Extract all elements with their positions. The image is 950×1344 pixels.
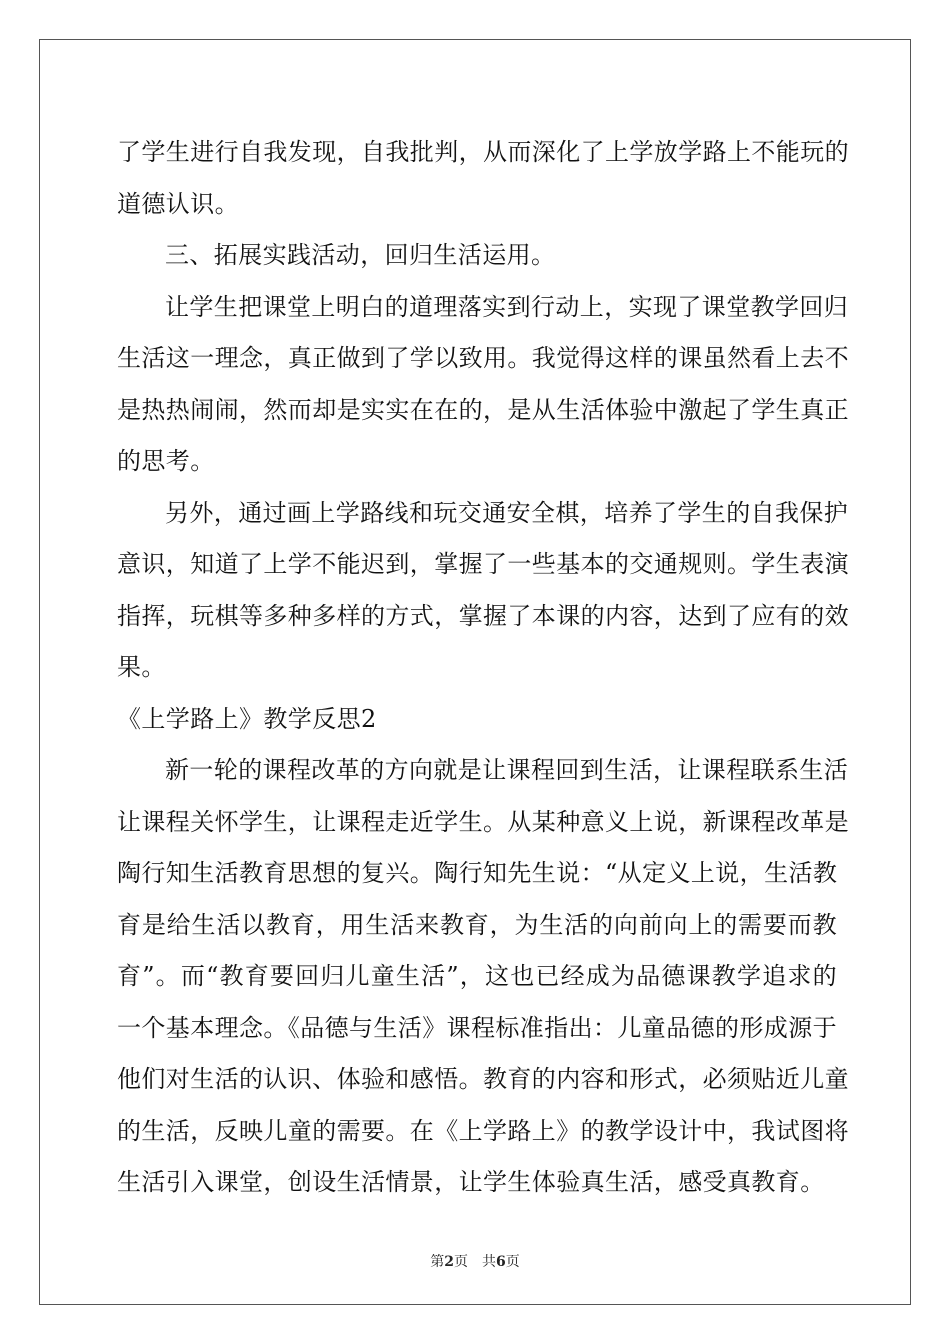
- text-line: 是热热闹闹，然而却是实实在在的，是从生活体验中激起了学生真正: [117, 395, 849, 424]
- page-number: 2: [444, 1254, 454, 1270]
- text-line: 一个基本理念。《品德与生活》课程标准指出：儿童品德的形成源于: [117, 1013, 837, 1042]
- text-line: 让学生把课堂上明白的道理落实到行动上，实现了课堂教学回归: [165, 292, 849, 321]
- text-line: 陶行知生活教育思想的复兴。陶行知先生说：“从定义上说，生活教: [117, 859, 838, 887]
- page-footer: [0, 1251, 950, 1271]
- text-line: 果。: [117, 653, 166, 681]
- text-line: 生活引入课堂，创设生活情景，让学生体验真生活，感受真教育。: [117, 1168, 825, 1196]
- total-label-prefix: 共: [482, 1254, 496, 1270]
- text-line: 意识，知道了上学不能迟到，掌握了一些基本的交通规则。学生表演: [117, 550, 849, 578]
- text-line: 育”。而“教育要回归儿童生活”，这也已经成为品德课教学追求的: [117, 962, 837, 990]
- document-body: [117, 127, 849, 1209]
- text-line: 另外，通过画上学路线和玩交通安全棋，培养了学生的自我保护: [165, 498, 849, 527]
- text-line: 了学生进行自我发现，自我批判，从而深化了上学放学路上不能玩的: [117, 138, 849, 166]
- text-line: 他们对生活的认识、体验和感悟。教育的内容和形式，必须贴近儿童: [117, 1065, 849, 1093]
- section-heading: 《上学路上》教学反思2: [117, 704, 377, 733]
- text-line: 三、拓展实践活动，回归生活运用。: [165, 241, 556, 269]
- page-label-prefix: 第: [430, 1254, 445, 1270]
- text-line: 新一轮的课程改革的方向就是让课程回到生活，让课程联系生活: [165, 756, 849, 784]
- text-line: 让课程关怀学生，让课程走近学生。从某种意义上说，新课程改革是: [117, 807, 849, 836]
- text-line: 的生活，反映儿童的需要。在《上学路上》的教学设计中，我试图将: [117, 1116, 849, 1145]
- text-line: 的思考。: [117, 447, 215, 475]
- page-label-suffix: 页: [454, 1254, 468, 1270]
- total-label-suffix: 页: [505, 1254, 520, 1270]
- text-line: 指挥，玩棋等多种多样的方式，掌握了本课的内容，达到了应有的效: [117, 601, 849, 630]
- text-line: 道德认识。: [117, 189, 239, 218]
- text-line: 育是给生活以教育，用生活来教育，为生活的向前向上的需要而教: [117, 910, 837, 939]
- text-line: 生活这一理念，真正做到了学以致用。我觉得这样的课虽然看上去不: [117, 344, 849, 372]
- total-pages: 6: [496, 1254, 506, 1270]
